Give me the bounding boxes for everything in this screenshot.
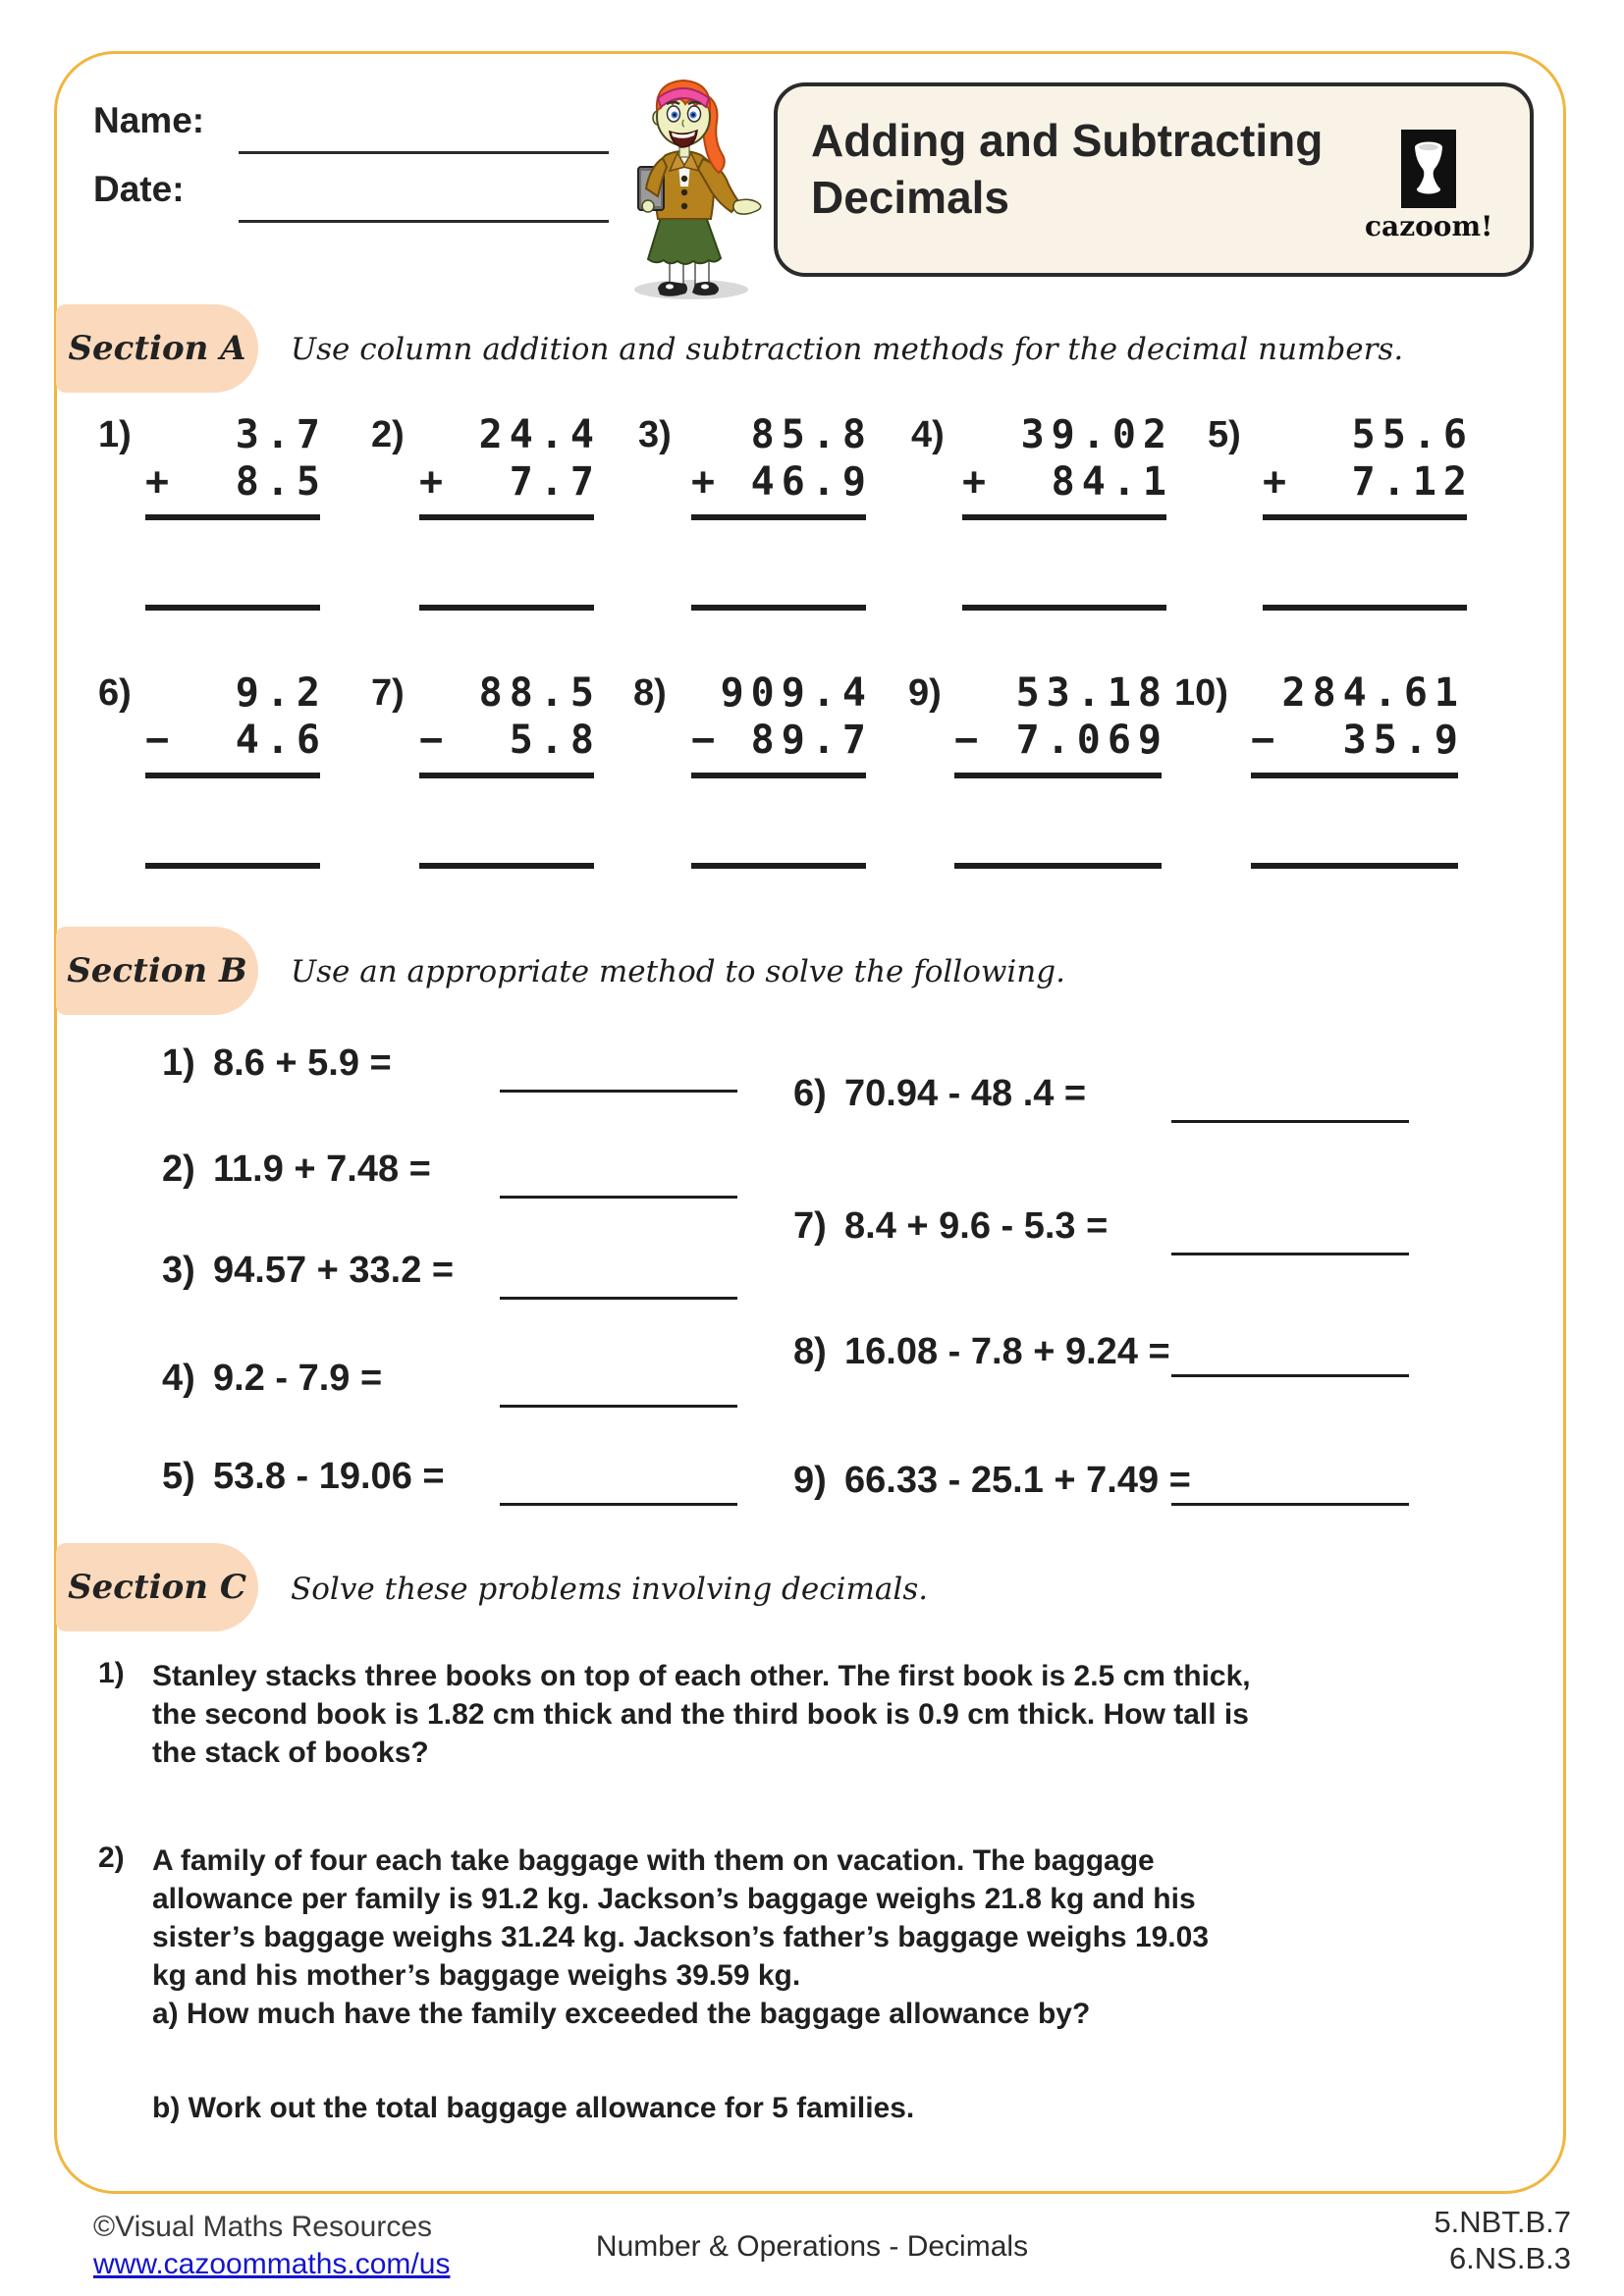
answer-line xyxy=(1171,1253,1409,1255)
section-c-instruction: Solve these problems involving decimals. xyxy=(291,1572,929,1607)
answer-line xyxy=(500,1405,737,1408)
problem-b7 xyxy=(793,1205,1108,1248)
problem-number: 10) xyxy=(1174,672,1228,714)
expression: 9.2 - 7.9 = xyxy=(213,1358,383,1399)
date-label: Date: xyxy=(93,169,185,209)
operator: + xyxy=(145,459,177,505)
title-box xyxy=(774,82,1534,277)
standard-code-1: 5.NBT.B.7 xyxy=(1434,2205,1571,2239)
bottom-operand: 8.5 xyxy=(235,459,327,505)
section-a-instruction: Use column addition and subtraction methods for the decimal numbers. xyxy=(291,332,1404,367)
top-operand: 284.61 xyxy=(1281,670,1465,716)
column-problem-5 xyxy=(1208,412,1474,611)
answer-line xyxy=(500,1090,737,1093)
sum-line xyxy=(1263,514,1467,520)
answer-line xyxy=(1171,1120,1409,1123)
problem-number: 2) xyxy=(371,414,405,455)
operator: − xyxy=(419,718,451,763)
problem-number: 7) xyxy=(793,1205,827,1247)
problem-number: 6) xyxy=(98,672,132,714)
answer-line xyxy=(500,1196,737,1199)
answer-line xyxy=(500,1503,737,1506)
answer-line xyxy=(500,1297,737,1300)
date-input-line xyxy=(239,220,609,223)
problem-number: 8) xyxy=(793,1331,827,1372)
bottom-operand: 7.7 xyxy=(509,459,601,505)
column-problem-2 xyxy=(371,412,601,611)
problem-number: 5) xyxy=(162,1456,195,1497)
sum-line xyxy=(1251,773,1458,778)
problem-b5 xyxy=(162,1456,445,1498)
column-problem-8 xyxy=(633,670,873,869)
worksheet-title: Adding and Subtracting Decimals xyxy=(811,115,1324,223)
problem-number: 7) xyxy=(371,672,405,714)
operator: − xyxy=(691,718,723,763)
problem-number: 2) xyxy=(162,1148,195,1190)
problem-number: 4) xyxy=(911,414,945,455)
problem-b2 xyxy=(162,1148,431,1191)
section-a-badge: Section A xyxy=(56,304,258,393)
bottom-operand: 84.1 xyxy=(1051,459,1173,505)
answer-line xyxy=(419,605,594,611)
bottom-operand: 7.069 xyxy=(1015,718,1168,763)
problem-number: 1) xyxy=(98,1657,125,1689)
answer-line xyxy=(691,605,866,611)
expression: 66.33 - 25.1 + 7.49 = xyxy=(844,1460,1191,1501)
operator: + xyxy=(419,459,451,505)
top-operand: 9.2 xyxy=(235,670,327,716)
expression: 8.4 + 9.6 - 5.3 = xyxy=(844,1205,1109,1247)
section-b-instruction: Use an appropriate method to solve the following. xyxy=(291,954,1065,989)
top-operand: 24.4 xyxy=(478,412,601,457)
word-problem-2a: a) How much have the family exceeded the baggage allowance by? xyxy=(152,1998,1091,2030)
bottom-operand: 35.9 xyxy=(1342,718,1465,763)
operator: − xyxy=(1251,718,1282,763)
top-operand: 85.8 xyxy=(750,412,873,457)
column-problem-10 xyxy=(1174,670,1465,869)
top-operand: 55.6 xyxy=(1351,412,1474,457)
section-c-badge: Section C xyxy=(56,1543,258,1631)
bottom-operand: 4.6 xyxy=(235,718,327,763)
sum-line xyxy=(962,514,1166,520)
top-operand: 909.4 xyxy=(720,670,873,716)
cazoom-drum-icon xyxy=(1401,130,1456,208)
operator: − xyxy=(954,718,986,763)
sum-line xyxy=(419,773,594,778)
bottom-operand: 7.12 xyxy=(1351,459,1474,505)
operator: + xyxy=(691,459,723,505)
answer-line xyxy=(1263,605,1467,611)
bottom-operand: 46.9 xyxy=(750,459,873,505)
column-problem-4 xyxy=(911,412,1173,611)
problem-number: 1) xyxy=(162,1042,195,1084)
problem-number: 4) xyxy=(162,1358,195,1399)
standard-code-2: 6.NS.B.3 xyxy=(1448,2241,1571,2275)
name-input-line xyxy=(239,151,609,154)
top-operand: 39.02 xyxy=(1020,412,1173,457)
student-girl-illustration xyxy=(601,57,768,302)
answer-line xyxy=(419,863,594,869)
problem-b4 xyxy=(162,1358,382,1400)
answer-line xyxy=(145,605,320,611)
sum-line xyxy=(954,773,1162,778)
expression: 8.6 + 5.9 = xyxy=(213,1042,392,1084)
answer-line xyxy=(691,863,866,869)
sum-line xyxy=(419,514,594,520)
expression: 11.9 + 7.48 = xyxy=(213,1148,431,1190)
top-operand: 88.5 xyxy=(478,670,601,716)
problem-b9 xyxy=(793,1460,1191,1502)
answer-line xyxy=(1171,1374,1409,1377)
sum-line xyxy=(145,514,320,520)
copyright-text: ©Visual Maths Resources xyxy=(93,2211,433,2243)
word-problem-1-text: Stanley stacks three books on top of each other. The first book is 2.5 cm thick, the second book is 1.82 cm thick and the third book is 0.9 cm thick. How tall is the stack of books? xyxy=(152,1660,1251,1769)
top-operand: 53.18 xyxy=(1015,670,1168,716)
sum-line xyxy=(145,773,320,778)
expression: 94.57 + 33.2 = xyxy=(213,1250,455,1291)
answer-line xyxy=(954,863,1162,869)
problem-b6 xyxy=(793,1073,1086,1115)
cazoom-brand-text: cazoom! xyxy=(1365,210,1493,242)
expression: 70.94 - 48 .4 = xyxy=(844,1073,1087,1114)
answer-line xyxy=(1171,1503,1409,1506)
operator: + xyxy=(1263,459,1294,505)
answer-line xyxy=(145,863,320,869)
problem-number: 8) xyxy=(633,672,667,714)
word-problem-2b: b) Work out the total baggage allowance for 5 families. xyxy=(152,2092,915,2124)
problem-number: 3) xyxy=(638,414,672,455)
problem-number: 9) xyxy=(793,1460,827,1501)
problem-number: 3) xyxy=(162,1250,195,1291)
problem-number: 9) xyxy=(908,672,942,714)
column-problem-6 xyxy=(98,670,327,869)
sum-line xyxy=(691,773,866,778)
operator: + xyxy=(962,459,994,505)
column-problem-9 xyxy=(908,670,1168,869)
operator: − xyxy=(145,718,177,763)
answer-line xyxy=(962,605,1166,611)
bottom-operand: 5.8 xyxy=(509,718,601,763)
section-b-badge: Section B xyxy=(56,927,258,1015)
topic-label: Number & Operations - Decimals xyxy=(595,2230,1029,2263)
problem-b8 xyxy=(793,1331,1170,1373)
problem-b1 xyxy=(162,1042,392,1085)
word-problem-2-text: A family of four each take baggage with them on vacation. The baggage allowance per family is 91.2 kg. Jackson’s baggage weighs 21.8 kg and his sister’s baggage weighs 31.24 kg. Jackson’s father’s baggage weighs 19.03 kg and his mother’s baggage weighs 39.59 kg. xyxy=(152,1844,1210,1992)
problem-number: 2) xyxy=(98,1842,125,1874)
name-label: Name: xyxy=(93,100,205,140)
problem-number: 6) xyxy=(793,1073,827,1114)
top-operand: 3.7 xyxy=(235,412,327,457)
expression: 53.8 - 19.06 = xyxy=(213,1456,445,1497)
problem-b3 xyxy=(162,1250,454,1292)
expression: 16.08 - 7.8 + 9.24 = xyxy=(844,1331,1170,1372)
answer-line xyxy=(1251,863,1458,869)
column-problem-1 xyxy=(98,412,327,611)
problem-number: 5) xyxy=(1208,414,1241,455)
column-problem-3 xyxy=(638,412,873,611)
problem-number: 1) xyxy=(98,414,132,455)
column-problem-7 xyxy=(371,670,601,869)
website-link[interactable]: www.cazoommaths.com/us xyxy=(93,2248,451,2280)
bottom-operand: 89.7 xyxy=(750,718,873,763)
sum-line xyxy=(691,514,866,520)
cazoom-logo xyxy=(1365,130,1492,242)
